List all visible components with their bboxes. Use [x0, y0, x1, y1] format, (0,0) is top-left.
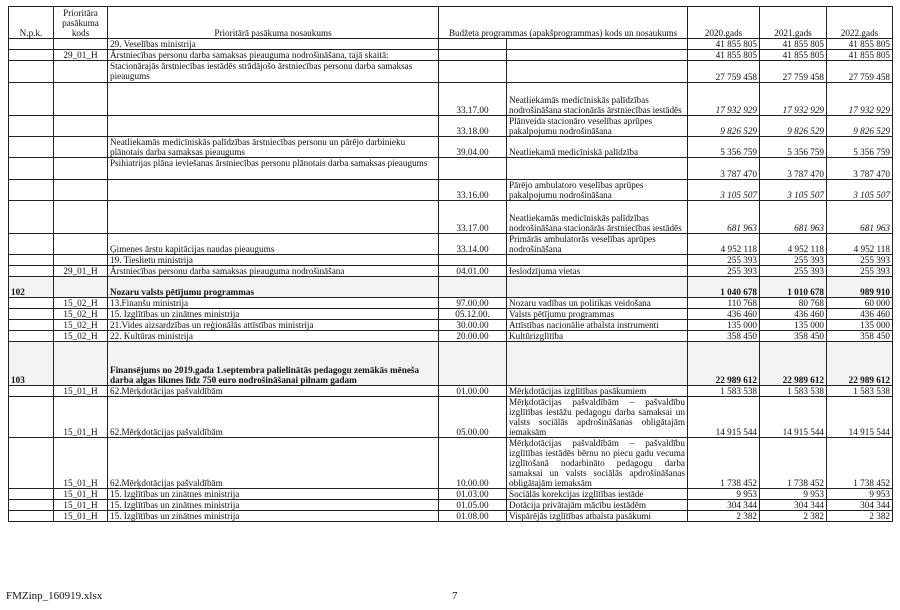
row-name: Finansējums no 2019.gada 1.septembra palielinātās pedagogu zemākās mēneša darba algas likmes līdz 750 euro nodrošināšanai pilnam gadam [108, 342, 439, 386]
value-2021: 14 915 544 [760, 397, 827, 438]
value-2020: 2 382 [688, 511, 760, 522]
value-2022: 255 393 [827, 266, 893, 277]
value-2020: 22 989 612 [688, 342, 760, 386]
row-budget-name: Mērķdotācijas izglītības pasākumiem [507, 386, 688, 397]
row-budget-name: Valsts pētījumu programmas [507, 309, 688, 320]
row-budget-code: 20.00.00 [439, 331, 507, 342]
value-2021: 436 460 [760, 309, 827, 320]
row-budget-code: 01.05.00 [439, 500, 507, 511]
value-2022: 5 356 759 [827, 137, 893, 158]
table-row [9, 500, 893, 511]
value-2021: 255 393 [760, 255, 827, 266]
row-name: 62.Mērķdotācijas pašvaldībām [108, 386, 439, 397]
value-2022: 14 915 544 [827, 397, 893, 438]
row-budget-name: Nozaru vadības un politikas veidošana [507, 298, 688, 309]
value-2022: 304 344 [827, 500, 893, 511]
table-row [9, 137, 893, 158]
row-budget-code: 05.12.00. [439, 309, 507, 320]
value-2020: 1 738 452 [688, 438, 760, 489]
table-row [9, 511, 893, 522]
row-code: 15_01_H [54, 500, 108, 511]
row-budget-code: 01.08.00 [439, 511, 507, 522]
budget-table [8, 6, 893, 522]
row-name: 22. Kultūras ministrija [108, 331, 439, 342]
table-row [9, 397, 893, 438]
value-2021: 358 450 [760, 331, 827, 342]
value-2020: 358 450 [688, 331, 760, 342]
row-name: Psihiatrijas plāna ieviešanas ārstniecības personu plānotais darba samaksas pieaugums [108, 158, 439, 180]
value-2020: 9 953 [688, 489, 760, 500]
row-budget-code: 10.00.00 [439, 438, 507, 489]
table-row [9, 298, 893, 309]
value-2021: 22 989 612 [760, 342, 827, 386]
value-2022: 41 855 805 [827, 39, 893, 50]
row-name: 62.Mērķdotācijas pašvaldībām [108, 397, 439, 438]
value-2020: 110 768 [688, 298, 760, 309]
value-2021: 3 787 470 [760, 158, 827, 180]
value-2020: 3 105 507 [688, 180, 760, 201]
footer-filename: FMZinp_160919.xlsx [6, 590, 103, 602]
table-row [9, 180, 893, 201]
value-2022: 358 450 [827, 331, 893, 342]
row-name: 21.Vides aizsardzības un reģionālās attīstības ministrija [108, 320, 439, 331]
row-code: 15_01_H [54, 438, 108, 489]
value-2022: 9 826 529 [827, 116, 893, 137]
value-2022: 989 910 [827, 277, 893, 298]
row-name: Neatliekamās medicīniskās palīdzības ārstniecības personu un pārējo darbinieku plānotais darba samaksas pieaugums [108, 137, 439, 158]
row-code: 15_01_H [54, 489, 108, 500]
header-2020: 2020.gads [688, 7, 760, 39]
value-2022: 9 953 [827, 489, 893, 500]
value-2021: 1 583 538 [760, 386, 827, 397]
value-2020: 255 393 [688, 266, 760, 277]
value-2021: 1 738 452 [760, 438, 827, 489]
row-budget-code: 33.16.00 [439, 180, 507, 201]
value-2021: 3 105 507 [760, 180, 827, 201]
row-budget-name: Plānveida stacionāro veselības aprūpes pakalpojumu nodrošināšana [507, 116, 688, 137]
row-budget-name: Primārās ambulatorās veselības aprūpes nodrošināšana [507, 234, 688, 255]
value-2021: 41 855 805 [760, 39, 827, 50]
value-2022: 41 855 805 [827, 50, 893, 61]
value-2020: 41 855 805 [688, 39, 760, 50]
row-budget-code: 01.03.00 [439, 489, 507, 500]
value-2021: 4 952 118 [760, 234, 827, 255]
value-2020: 436 460 [688, 309, 760, 320]
header-2021: 2021.gads [760, 7, 827, 39]
value-2021: 41 855 805 [760, 50, 827, 61]
row-code: 15_02_H [54, 331, 108, 342]
row-code: 15_02_H [54, 309, 108, 320]
value-2020: 1 583 538 [688, 386, 760, 397]
row-name: Stacionārajās ārstniecības iestādēs strādājošo ārstniecības personu darba samaksas pieaugums [108, 61, 439, 83]
row-name: 62.Mērķdotācijas pašvaldībām [108, 438, 439, 489]
value-2022: 3 105 507 [827, 180, 893, 201]
value-2020: 5 356 759 [688, 137, 760, 158]
row-code: 15_01_H [54, 511, 108, 522]
table-row [9, 116, 893, 137]
value-2022: 2 382 [827, 511, 893, 522]
row-budget-code: 33.18.00 [439, 116, 507, 137]
table-row [9, 201, 893, 234]
value-2021: 2 382 [760, 511, 827, 522]
value-2022: 4 952 118 [827, 234, 893, 255]
value-2022: 681 963 [827, 201, 893, 234]
header-row [9, 7, 893, 39]
value-2020: 14 915 544 [688, 397, 760, 438]
value-2022: 1 738 452 [827, 438, 893, 489]
row-name: Nozaru valsts pētījumu programmas [108, 277, 439, 298]
row-name: Ārstniecības personu darba samaksas pieauguma nodrošināšana [108, 266, 439, 277]
value-2020: 4 952 118 [688, 234, 760, 255]
row-budget-name: Pārējo ambulatoro veselības aprūpes pakalpojumu nodrošināšana [507, 180, 688, 201]
row-name: 15. Izglītības un zinātnes ministrija [108, 511, 439, 522]
row-name: 29. Veselības ministrija [108, 39, 439, 50]
value-2020: 135 000 [688, 320, 760, 331]
row-budget-name: Neatliekamā medicīniskā palīdzība [507, 137, 688, 158]
row-budget-name: Vispārējās izglītības atbalsta pasākumi [507, 511, 688, 522]
value-2022: 135 000 [827, 320, 893, 331]
header-2022: 2022.gads [827, 7, 893, 39]
table-row [9, 266, 893, 277]
value-2021: 681 963 [760, 201, 827, 234]
row-budget-name: Neatliekamās medicīniskās palīdzības nodrošināšana stacionārās ārstniecības iestādēs [507, 201, 688, 234]
value-2020: 3 787 470 [688, 158, 760, 180]
row-npk: 102 [9, 277, 54, 298]
table-row [9, 50, 893, 61]
row-name: 15. Izglītības un zinātnes ministrija [108, 500, 439, 511]
value-2022: 17 932 929 [827, 83, 893, 116]
value-2021: 80 768 [760, 298, 827, 309]
value-2021: 135 000 [760, 320, 827, 331]
row-budget-name: Mērķdotācijas pašvaldībām – pašvaldību izglītības iestāžu pedagogu darba samaksai un valsts sociālās apdrošināšanas obligātajām iemaksām [507, 397, 688, 438]
value-2021: 17 932 929 [760, 83, 827, 116]
row-budget-code: 01.00.00 [439, 386, 507, 397]
section-row [9, 342, 893, 386]
value-2020: 1 040 678 [688, 277, 760, 298]
value-2021: 304 344 [760, 500, 827, 511]
row-code: 29_01_H [54, 50, 108, 61]
section-row [9, 277, 893, 298]
row-budget-code: 33.17.00 [439, 201, 507, 234]
value-2020: 17 932 929 [688, 83, 760, 116]
table-row [9, 320, 893, 331]
value-2021: 27 759 458 [760, 61, 827, 83]
table-row [9, 39, 893, 50]
row-budget-name: Dotācija privātajām mācību iestādēm [507, 500, 688, 511]
value-2020: 255 393 [688, 255, 760, 266]
header-name: Prioritārā pasākuma nosaukums [108, 7, 439, 39]
row-budget-name: Sociālās korekcijas izglītības iestāde [507, 489, 688, 500]
value-2020: 41 855 805 [688, 50, 760, 61]
table-row [9, 438, 893, 489]
table-row [9, 83, 893, 116]
row-code: 15_02_H [54, 320, 108, 331]
page-number: 7 [452, 590, 458, 602]
value-2022: 27 759 458 [827, 61, 893, 83]
row-code: 15_01_H [54, 386, 108, 397]
row-budget-code: 05.00.00 [439, 397, 507, 438]
row-name: 19. Tieslietu ministrija [108, 255, 439, 266]
value-2022: 255 393 [827, 255, 893, 266]
table-row [9, 234, 893, 255]
value-2022: 3 787 470 [827, 158, 893, 180]
row-name: Ģimenes ārstu kapitācijas naudas pieaugums [108, 234, 439, 255]
row-budget-code: 33.14.00 [439, 234, 507, 255]
row-budget-name: Mērķdotācijas pašvaldībām – pašvaldību izglītības iestādēs bērnu no piecu gadu vecuma izglītošanā nodarbināto pedagogu darba samaksai un valsts sociālās apdrošināšanas obligātajām iemaksām [507, 438, 688, 489]
row-budget-code: 33.17.00 [439, 83, 507, 116]
row-code: 15_02_H [54, 298, 108, 309]
value-2021: 9 953 [760, 489, 827, 500]
table-row [9, 255, 893, 266]
table-row [9, 331, 893, 342]
value-2020: 9 826 529 [688, 116, 760, 137]
row-budget-code: 39.04.00 [439, 137, 507, 158]
row-name: Ārstniecības personu darba samaksas pieauguma nodrošināšana, tajā skaitā: [108, 50, 439, 61]
value-2020: 304 344 [688, 500, 760, 511]
value-2022: 1 583 538 [827, 386, 893, 397]
row-budget-code: 04.01.00 [439, 266, 507, 277]
value-2021: 1 010 678 [760, 277, 827, 298]
value-2022: 22 989 612 [827, 342, 893, 386]
value-2021: 5 356 759 [760, 137, 827, 158]
header-npk: N.p.k. [9, 7, 54, 39]
row-budget-name: Kultūrizglītība [507, 331, 688, 342]
row-budget-name: Attīstības nacionālie atbalsta instrumenti [507, 320, 688, 331]
row-name: 15. Izglītības un zinātnes ministrija [108, 489, 439, 500]
table-row [9, 386, 893, 397]
row-budget-name: Ieslodzījuma vietas [507, 266, 688, 277]
row-npk: 103 [9, 342, 54, 386]
table-row [9, 309, 893, 320]
row-name: 15. Izglītības un zinātnes ministrija [108, 309, 439, 320]
header-code: Prioritāra pasākuma kods [54, 7, 108, 39]
row-name: 13.Finanšu ministrija [108, 298, 439, 309]
row-budget-code: 30.00.00 [439, 320, 507, 331]
table-row [9, 158, 893, 180]
value-2020: 27 759 458 [688, 61, 760, 83]
table-row [9, 489, 893, 500]
value-2020: 681 963 [688, 201, 760, 234]
row-budget-name: Neatliekamās medicīniskās palīdzības nodrošināšana stacionārās ārstniecības iestādēs [507, 83, 688, 116]
value-2022: 60 000 [827, 298, 893, 309]
value-2021: 9 826 529 [760, 116, 827, 137]
table-row [9, 61, 893, 83]
row-code: 15_01_H [54, 397, 108, 438]
row-budget-code: 97.00.00 [439, 298, 507, 309]
header-budget: Budžeta programmas (apakšprogrammas) kods un nosaukums [439, 7, 688, 39]
row-code: 29_01_H [54, 266, 108, 277]
value-2022: 436 460 [827, 309, 893, 320]
value-2021: 255 393 [760, 266, 827, 277]
